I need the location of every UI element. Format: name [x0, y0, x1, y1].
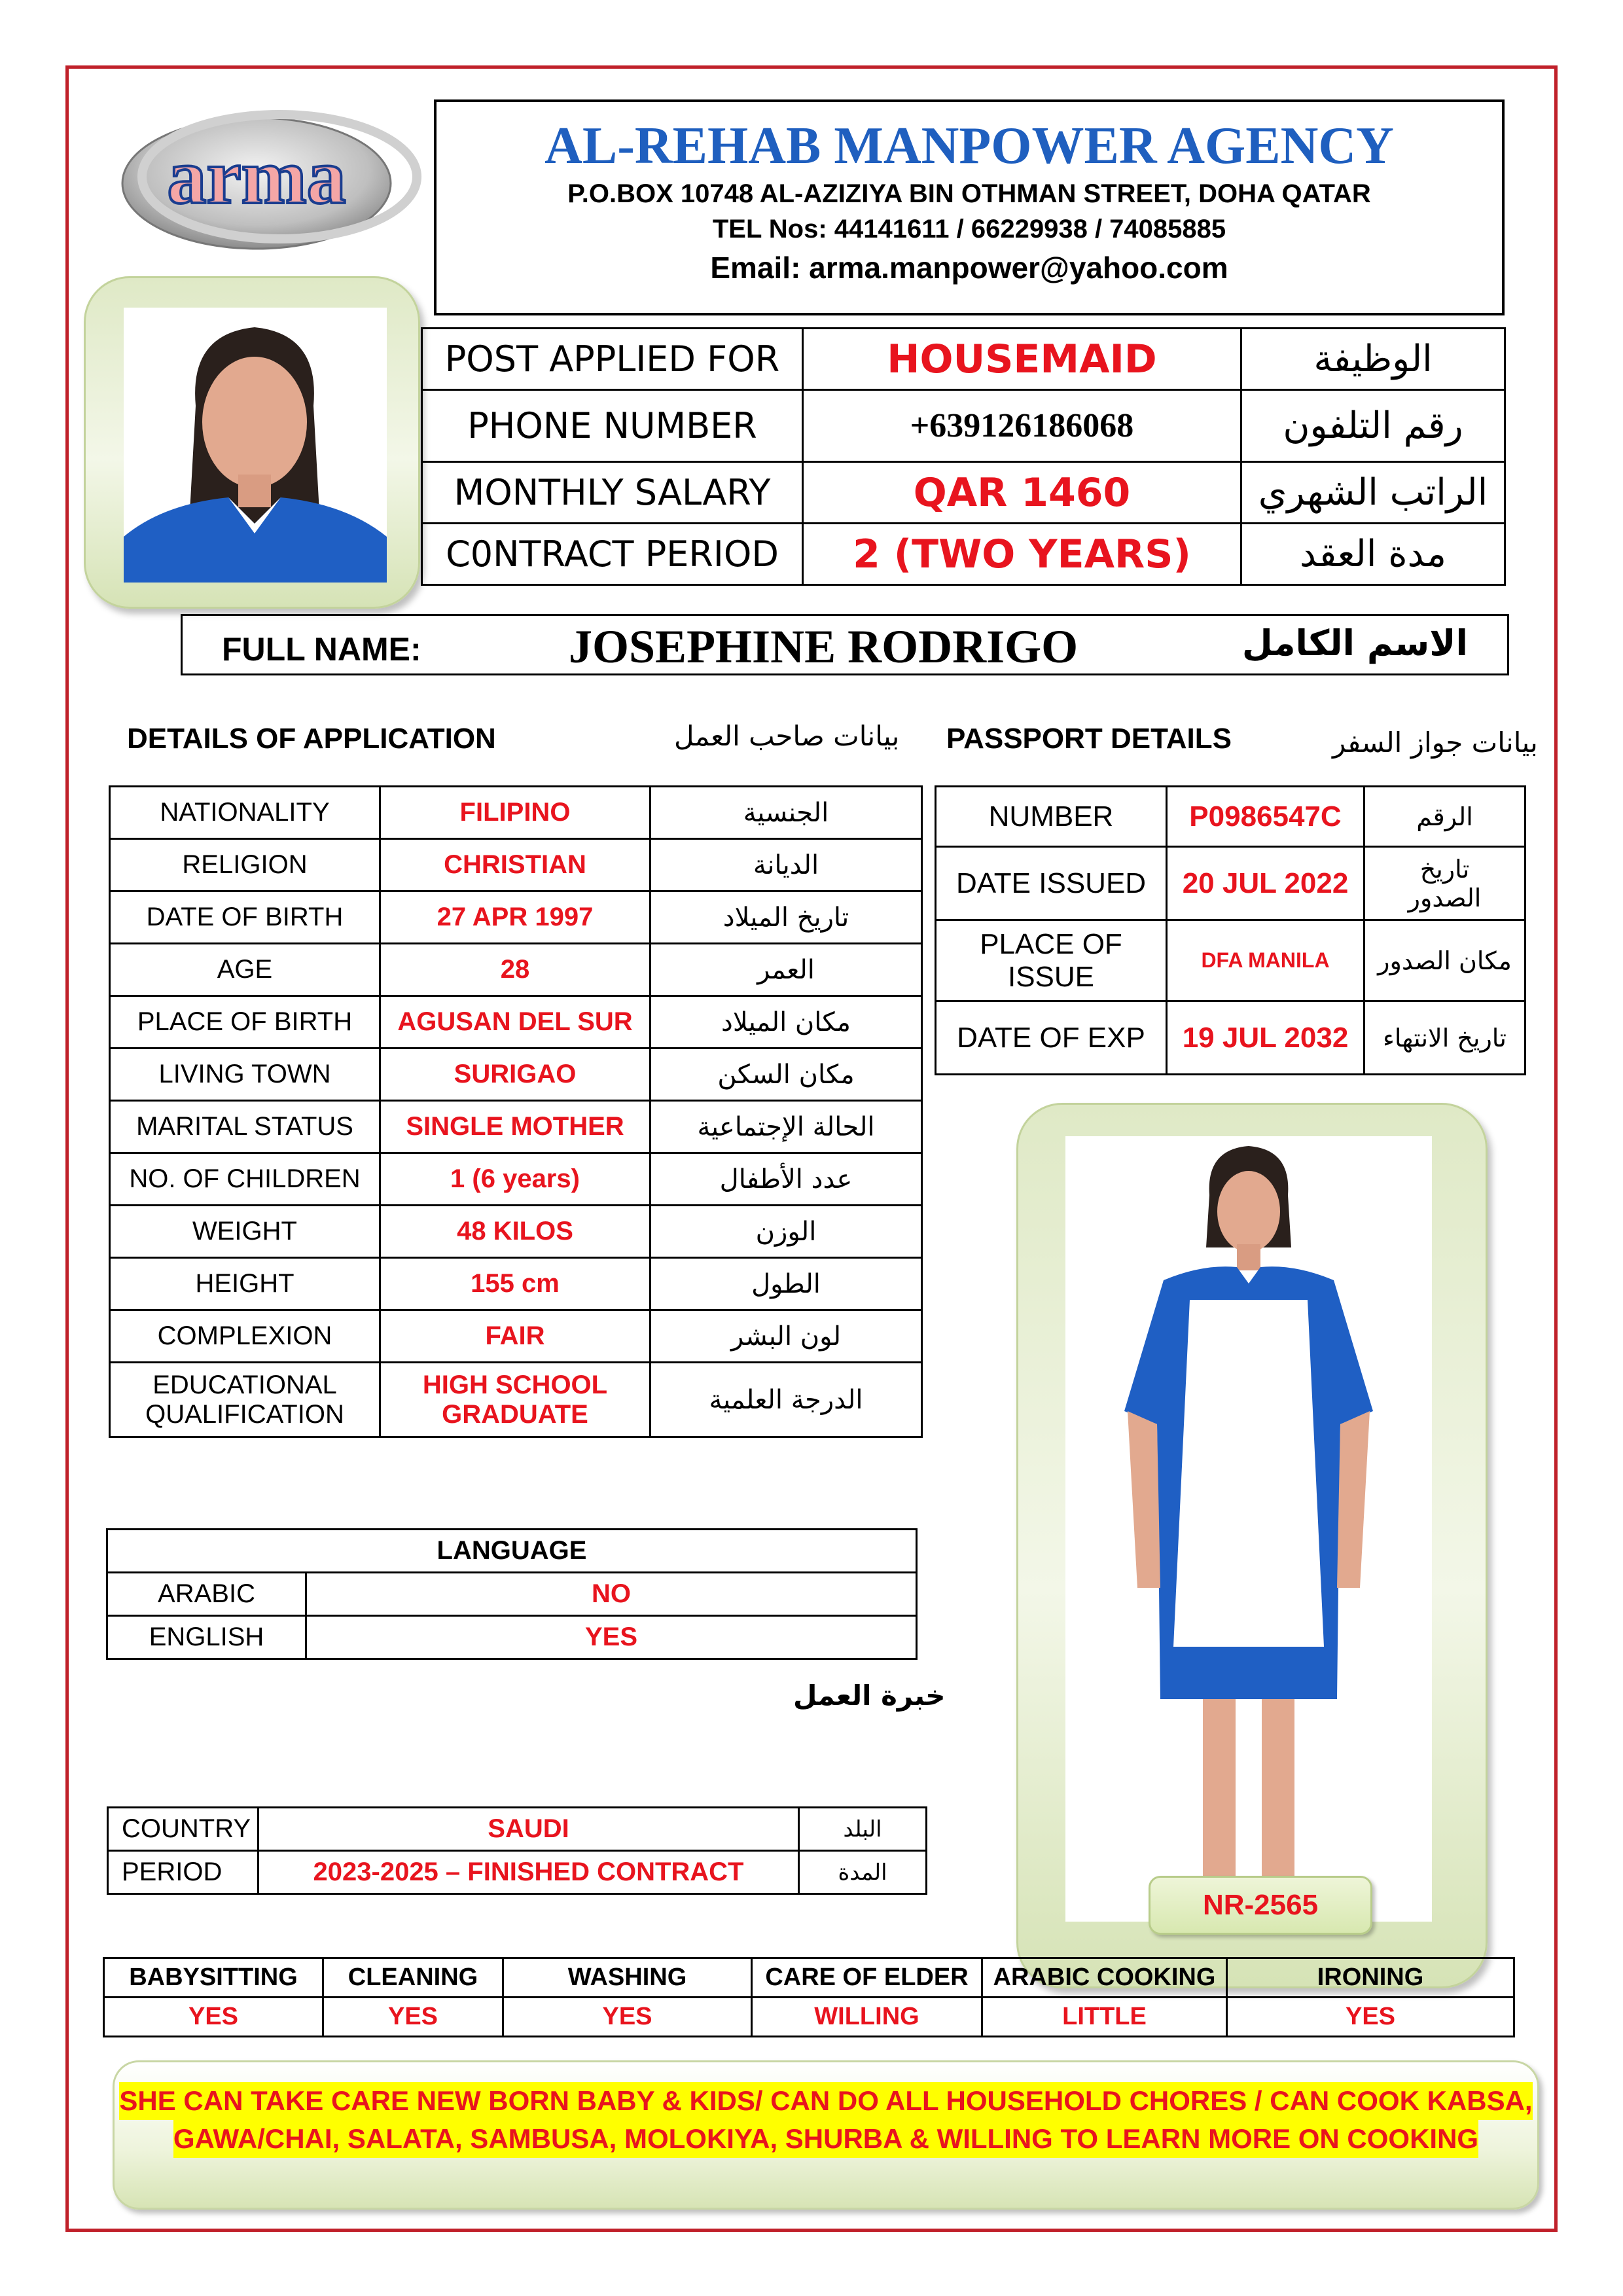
row-value: 48 KILOS	[380, 1206, 651, 1258]
agency-name: AL-REHAB MANPOWER AGENCY	[544, 117, 1394, 175]
skill-value: WILLING	[752, 1998, 982, 2037]
row-label: RELIGION	[110, 839, 380, 891]
work-experience-table	[107, 1806, 927, 1895]
job-info-table	[421, 327, 1506, 586]
skill-header: CLEANING	[323, 1958, 503, 1998]
agency-email: Email: arma.manpower@yahoo.com	[710, 251, 1228, 285]
row-label: DATE OF BIRTH	[110, 891, 380, 944]
row-arabic-label: الطول	[651, 1258, 922, 1310]
row-arabic-label: مكان الميلاد	[651, 996, 922, 1049]
row-label: HEIGHT	[110, 1258, 380, 1310]
row-value: FILIPINO	[380, 787, 651, 839]
row-label: NUMBER	[936, 787, 1167, 847]
skill-value: LITTLE	[982, 1998, 1227, 2037]
table-row	[110, 1258, 922, 1310]
language-table	[106, 1528, 918, 1660]
table-row	[422, 524, 1505, 585]
row-value: HIGH SCHOOL GRADUATE	[380, 1363, 651, 1437]
table-row	[108, 1851, 927, 1894]
skill-value: YES	[104, 1998, 323, 2037]
skill-header: IRONING	[1227, 1958, 1514, 1998]
skill-value: YES	[1227, 1998, 1514, 2037]
row-arabic-label: الدرجة العلمية	[651, 1363, 922, 1437]
row-label: PLACE OF BIRTH	[110, 996, 380, 1049]
row-value: AGUSAN DEL SUR	[380, 996, 651, 1049]
table-row	[110, 996, 922, 1049]
row-label: EDUCATIONAL QUALIFICATION	[110, 1363, 380, 1437]
row-label: ENGLISH	[107, 1616, 306, 1659]
applicant-portrait	[124, 308, 387, 583]
skill-header: CARE OF ELDER	[752, 1958, 982, 1998]
row-arabic-label: تاريخ الميلاد	[651, 891, 922, 944]
row-label: PHONE NUMBER	[422, 390, 803, 462]
row-value: NO	[306, 1573, 917, 1616]
full-name-value: JOSEPHINE RODRIGO	[569, 620, 1079, 673]
row-value: SURIGAO	[380, 1049, 651, 1101]
row-arabic-label: عدد الأطفال	[651, 1153, 922, 1206]
row-value: 19 JUL 2032	[1167, 1001, 1364, 1075]
skill-header: WASHING	[503, 1958, 752, 1998]
skill-value: YES	[503, 1998, 752, 2037]
applicant-portrait-frame	[84, 276, 420, 609]
row-label: WEIGHT	[110, 1206, 380, 1258]
row-value: 2 (TWO YEARS)	[803, 524, 1241, 585]
table-row	[936, 920, 1525, 1001]
table-row	[110, 1206, 922, 1258]
row-label: DATE ISSUED	[936, 847, 1167, 920]
row-arabic-label: الوزن	[651, 1206, 922, 1258]
table-row	[936, 1001, 1525, 1075]
table-row	[104, 1958, 1514, 1998]
row-arabic-label: الراتب الشهري	[1241, 462, 1505, 524]
passport-details-table	[935, 785, 1526, 1075]
table-row	[104, 1998, 1514, 2037]
row-value: P0986547C	[1167, 787, 1364, 847]
row-arabic-label: العمر	[651, 944, 922, 996]
experience-title-arabic: خبرة العمل	[793, 1679, 946, 1712]
row-label: ARABIC	[107, 1573, 306, 1616]
row-label: POST APPLIED FOR	[422, 329, 803, 390]
row-value: 2023-2025 – FINISHED CONTRACT	[259, 1851, 799, 1894]
row-value: 28	[380, 944, 651, 996]
table-row	[110, 839, 922, 891]
row-value: 27 APR 1997	[380, 891, 651, 944]
agency-logo	[119, 105, 427, 255]
table-row	[110, 1363, 922, 1437]
row-value: SAUDI	[259, 1808, 799, 1851]
row-arabic-label: لون البشر	[651, 1310, 922, 1363]
row-arabic-label: الوظيفة	[1241, 329, 1505, 390]
table-row	[936, 787, 1525, 847]
applicant-fullbody-frame	[1016, 1103, 1488, 1988]
row-arabic-label: المدة	[799, 1851, 927, 1894]
row-label: LIVING TOWN	[110, 1049, 380, 1101]
row-label: COUNTRY	[108, 1808, 259, 1851]
table-row	[936, 847, 1525, 920]
table-row	[110, 1049, 922, 1101]
details-title-arabic: بيانات صاحب العمل	[674, 720, 900, 752]
table-row	[110, 787, 922, 839]
row-value: YES	[306, 1616, 917, 1659]
passport-title-arabic: بيانات جواز السفر	[1332, 726, 1538, 759]
remarks-line-1: SHE CAN TAKE CARE NEW BORN BABY & KIDS/ CAN DO ALL HOUSEHOLD CHORES / CAN COOK KABSA,	[119, 2082, 1532, 2120]
row-value: SINGLE MOTHER	[380, 1101, 651, 1153]
details-title: DETAILS OF APPLICATION	[127, 723, 496, 755]
row-arabic-label: مكان الصدور	[1364, 920, 1525, 1001]
row-label: MARITAL STATUS	[110, 1101, 380, 1153]
row-label: COMPLEXION	[110, 1310, 380, 1363]
passport-title: PASSPORT DETAILS	[946, 723, 1232, 755]
row-label: C0NTRACT PERIOD	[422, 524, 803, 585]
row-label: NATIONALITY	[110, 787, 380, 839]
row-label: PERIOD	[108, 1851, 259, 1894]
row-arabic-label: تاريخ الانتهاء	[1364, 1001, 1525, 1075]
skill-value: YES	[323, 1998, 503, 2037]
row-label: PLACE OF ISSUE	[936, 920, 1167, 1001]
table-row	[107, 1530, 917, 1573]
applicant-fullbody-photo	[1065, 1136, 1432, 1922]
table-row	[110, 944, 922, 996]
row-value: DFA MANILA	[1167, 920, 1364, 1001]
row-arabic-label: الديانة	[651, 839, 922, 891]
full-name-arabic-label: الاسم الكامل	[1241, 622, 1468, 664]
full-name-label: FULL NAME:	[222, 631, 421, 668]
row-arabic-label: مدة العقد	[1241, 524, 1505, 585]
row-arabic-label: الرقم	[1364, 787, 1525, 847]
language-header: LANGUAGE	[107, 1530, 917, 1573]
row-arabic-label: الجنسية	[651, 787, 922, 839]
table-row	[110, 1101, 922, 1153]
table-row	[422, 329, 1505, 390]
reference-number-badge: NR-2565	[1149, 1876, 1372, 1935]
agency-phone: TEL Nos: 44141611 / 66229938 / 74085885	[712, 215, 1226, 243]
svg-text:arma: arma	[167, 133, 346, 220]
row-value: QAR 1460	[803, 462, 1241, 524]
agency-header	[434, 99, 1505, 315]
row-label: AGE	[110, 944, 380, 996]
remarks-line-2: GAWA/CHAI, SALATA, SAMBUSA, MOLOKIYA, SHURBA & WILLING TO LEARN MORE ON COOKING	[173, 2120, 1478, 2158]
row-value: CHRISTIAN	[380, 839, 651, 891]
agency-address: P.O.BOX 10748 AL-AZIZIYA BIN OTHMAN STREET, DOHA QATAR	[567, 179, 1371, 208]
row-label: DATE OF EXP	[936, 1001, 1167, 1075]
remarks-box	[113, 2060, 1539, 2210]
full-name-box	[181, 614, 1509, 675]
row-value: FAIR	[380, 1310, 651, 1363]
row-value: HOUSEMAID	[803, 329, 1241, 390]
skill-header: BABYSITTING	[104, 1958, 323, 1998]
row-arabic-label: البلد	[799, 1808, 927, 1851]
table-row	[422, 390, 1505, 462]
row-label: MONTHLY SALARY	[422, 462, 803, 524]
table-row	[110, 1310, 922, 1363]
row-arabic-label: تاريخ الصدور	[1364, 847, 1525, 920]
row-value: 20 JUL 2022	[1167, 847, 1364, 920]
row-label: NO. OF CHILDREN	[110, 1153, 380, 1206]
row-arabic-label: الحالة الإجتماعية	[651, 1101, 922, 1153]
table-row	[110, 891, 922, 944]
row-arabic-label: رقم التلفون	[1241, 390, 1505, 462]
table-row	[422, 462, 1505, 524]
row-value: +639126186068	[803, 390, 1241, 462]
skills-table	[103, 1957, 1515, 2037]
table-row	[107, 1573, 917, 1616]
row-value: 155 cm	[380, 1258, 651, 1310]
table-row	[108, 1808, 927, 1851]
row-value: 1 (6 years)	[380, 1153, 651, 1206]
application-details-table	[109, 785, 923, 1438]
skill-header: ARABIC COOKING	[982, 1958, 1227, 1998]
table-row	[110, 1153, 922, 1206]
row-arabic-label: مكان السكن	[651, 1049, 922, 1101]
table-row	[107, 1616, 917, 1659]
